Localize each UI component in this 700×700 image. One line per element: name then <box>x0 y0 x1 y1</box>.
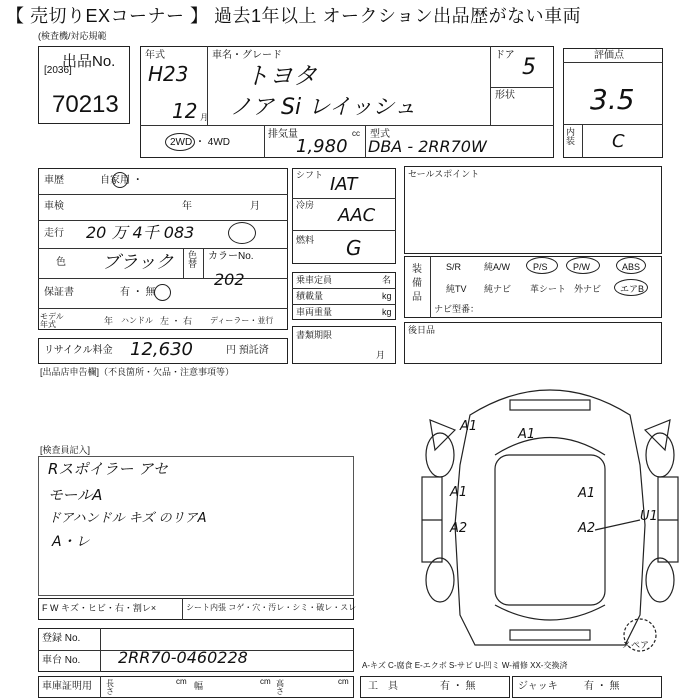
len-label: 長さ <box>106 679 114 696</box>
chassis-no-label: 車台 No. <box>42 655 81 666</box>
postscript-box <box>404 322 662 364</box>
model-year-year: 年 <box>104 316 114 326</box>
shape-label: 形状 <box>495 90 515 101</box>
opt-navi: 純ナビ <box>484 284 512 294</box>
history-opts: 自家用 ・ <box>100 175 143 186</box>
model-value: DBA - 2RR70W <box>368 137 487 156</box>
shaken-month: 月 <box>250 201 260 212</box>
aircon-label: 冷房 <box>296 200 315 210</box>
fw-row-label: F W キズ・ヒビ・右・割レ× <box>42 603 157 613</box>
damage-mark-front: A1 <box>518 427 536 442</box>
interior-value: C <box>612 131 625 152</box>
handle-opts: 左 ・ 右 <box>160 316 193 326</box>
opt-tv: 純TV <box>446 284 467 294</box>
damage-mark-left-door: A1 <box>450 485 468 500</box>
damage-mark-right-rear: A2 <box>578 521 596 536</box>
displacement-value: 1,980 <box>296 136 348 157</box>
weight-unit: kg <box>382 307 392 317</box>
mileage-label: 走行 <box>44 228 64 239</box>
navi-model-label: ナビ型番： <box>434 304 480 314</box>
history-label: 車歴 <box>44 175 64 186</box>
banner-title: 【 売切りEXコーナー 】 過去1年以上 オークション出品歴がない車両 <box>6 6 582 26</box>
note-line-2: モールA <box>48 486 103 504</box>
lot-stamp: [2036] <box>44 65 72 76</box>
shift-value: IAT <box>330 174 358 195</box>
spare-label: スペア <box>622 640 650 650</box>
opt-leather: 革シート <box>530 284 567 294</box>
opt-sunroof: S/R <box>446 262 462 272</box>
opt-ext-navi: 外ナビ <box>574 284 602 294</box>
year-label: 年式 <box>145 50 165 61</box>
handle-label: ハンドル <box>121 316 153 325</box>
details-box <box>38 168 288 330</box>
drive-label: 2WD ・ 4WD <box>170 137 230 148</box>
sales-point-box <box>404 166 662 254</box>
aircon-value: AAC <box>338 205 376 226</box>
damage-mark-right-door: A1 <box>578 486 596 501</box>
opt-ps: P/S <box>533 262 548 272</box>
load-label: 積載量 <box>296 291 324 301</box>
tools-opts: 有 ・ 無 <box>440 681 476 692</box>
lot-no-label: 出品No. <box>62 53 116 70</box>
damage-legend: A-キズ C-腐食 E-エクボ S-サビ U-凹ミ W-補修 XX-交換済 <box>362 661 568 670</box>
lot-number: 70213 <box>52 91 119 118</box>
weight-label: 車両重量 <box>296 307 333 317</box>
doc-period-month: 月 <box>376 350 386 360</box>
dealer-notes-label: [出品店申告欄]（不良箇所・欠品・注意事項等） <box>40 367 235 377</box>
damage-mark-left-rear: A2 <box>450 521 468 536</box>
fuel-value: G <box>346 236 362 260</box>
len-cm: cm <box>176 677 187 686</box>
sales-point-label: セールスポイント <box>408 169 480 179</box>
warranty-opts: 有 ・ 無 <box>120 287 156 298</box>
capacity-label: 乗車定員 <box>296 275 333 285</box>
make-value: トヨタ <box>245 62 317 90</box>
score-label: 評価点 <box>594 50 624 61</box>
color-label: 色 <box>56 257 66 268</box>
displacement-label: 排気量 <box>268 129 298 140</box>
color-no-value: 202 <box>214 270 245 289</box>
model-year-label: モデル年式 <box>40 312 64 329</box>
inspector-label: [検査員記入] <box>40 445 91 455</box>
tools-label: 工 具 <box>368 681 398 692</box>
ps-circle <box>526 257 558 274</box>
private-use-circle <box>112 172 128 188</box>
recycle-value: 12,630 <box>130 339 193 360</box>
jack-label: ジャッキ <box>518 681 558 692</box>
note-line-1: Rスポイラー アセ <box>48 460 169 478</box>
opt-abs: ABS <box>622 262 641 272</box>
hgt-cm: cm <box>338 677 349 686</box>
doc-period-label: 書類期限 <box>296 330 333 340</box>
airbag-circle <box>614 279 648 296</box>
opt-alloy: 純A/W <box>484 262 510 272</box>
abs-circle <box>616 257 646 274</box>
opt-airbag: エアB <box>620 284 645 294</box>
damage-mark-u1: U1 <box>640 509 658 524</box>
wid-label: 幅 <box>194 681 204 691</box>
recycle-label: リサイクル料金 <box>44 345 113 356</box>
grade-value: ノア Si レイッシュ <box>230 95 417 120</box>
reg-no-label: 登録 No. <box>42 633 81 644</box>
doors-value: 5 <box>522 55 536 80</box>
doors-label: ドア <box>495 50 515 61</box>
score-value: 3.5 <box>590 83 635 116</box>
warranty-label: 保証書 <box>44 287 74 298</box>
month-label: 月 <box>200 113 208 122</box>
fuel-label: 燃料 <box>296 235 315 245</box>
color-change-label: 色替 <box>188 250 198 269</box>
damage-mark-hood: A1 <box>460 419 478 434</box>
load-unit: kg <box>382 291 392 301</box>
note-line-4: A・レ <box>52 534 90 550</box>
dealer-label: ディーラー・並行 <box>210 316 274 325</box>
wid-cm: cm <box>260 677 271 686</box>
color-no-label: カラーNo. <box>208 251 254 262</box>
cc-label: cc <box>352 129 360 138</box>
mileage-value: 20 万 4千 083 <box>86 223 195 242</box>
recycle-unit: 円 預託済 <box>226 345 269 356</box>
postscript-label: 後日品 <box>408 325 436 335</box>
seat-row-label: シート内張 コゲ・穴・汚レ・シミ・破レ・スレ <box>186 603 357 612</box>
model-label: 型式 <box>370 129 390 140</box>
year-value: H23 <box>148 62 189 86</box>
interior-label: 内装 <box>566 127 576 146</box>
shaken-label: 車検 <box>44 201 64 212</box>
warranty-none-circle <box>154 284 171 301</box>
top-note: (検査機/対応規範 <box>38 31 107 41</box>
hgt-label: 高さ <box>276 679 284 696</box>
equipment-label: 装備品 <box>412 264 422 303</box>
km-circle <box>228 222 256 244</box>
note-line-3: ドアハンドル キズ のリアA <box>48 511 207 526</box>
opt-pw: P/W <box>573 262 590 272</box>
color-value: ブラック <box>102 252 174 273</box>
jack-opts: 有 ・ 無 <box>584 681 620 692</box>
chassis-value: 2RR70-0460228 <box>118 648 248 667</box>
capacity-unit: 名 <box>382 275 392 285</box>
shift-label: シフト <box>296 170 324 180</box>
pw-circle <box>566 257 600 274</box>
month-value: 12 <box>172 99 198 123</box>
name-grade-label: 車名・グレード <box>212 50 282 61</box>
cert-label: 車庫証明用 <box>42 681 92 692</box>
shaken-year: 年 <box>182 201 192 212</box>
